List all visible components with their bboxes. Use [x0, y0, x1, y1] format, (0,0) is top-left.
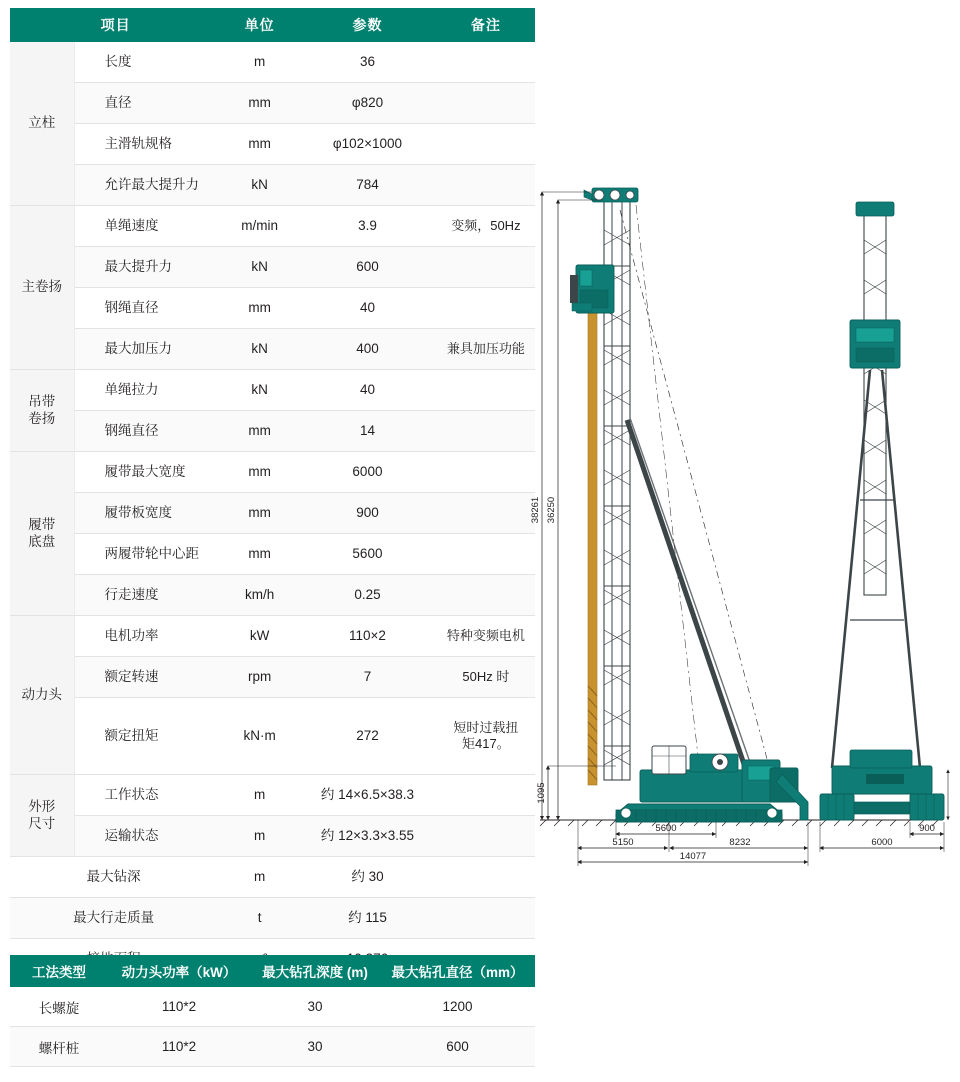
side-view: [570, 188, 808, 822]
row-item: 行走速度: [74, 575, 221, 616]
row-unit: mm: [221, 83, 298, 124]
row-item: 履带板宽度: [74, 493, 221, 534]
table-row: [10, 534, 535, 575]
row-unit: mm: [221, 534, 298, 575]
row-note: 变频，50Hz: [437, 206, 535, 247]
row-unit: m: [221, 42, 298, 83]
row-item: 长度: [74, 42, 221, 83]
row-note: 短时过载扭 矩417。: [437, 698, 535, 775]
row-note: 兼具加压功能: [437, 329, 535, 370]
row-value: 0.25: [298, 575, 437, 616]
method-cell: 30: [250, 1027, 380, 1067]
row-unit: kN: [221, 165, 298, 206]
table-row: [10, 698, 535, 775]
row-item: 两履带轮中心距: [74, 534, 221, 575]
table-row: [10, 411, 535, 452]
row-unit: kW: [221, 616, 298, 657]
front-mast-head: [856, 202, 894, 216]
machine-drawing: [520, 170, 955, 870]
group-label-main-winch: 主卷扬: [10, 206, 74, 370]
row-value: 3.9: [298, 206, 437, 247]
front-power-head: [850, 320, 900, 368]
row-unit: kN: [221, 247, 298, 288]
row-value: 784: [298, 165, 437, 206]
method-header-depth: 最大钻孔深度 (m): [250, 955, 380, 987]
front-crawler-tracks: [820, 794, 944, 820]
dim-total-length: 14077: [679, 851, 707, 862]
table-row: [10, 370, 535, 411]
table-row: [10, 83, 535, 124]
row-value: 40: [298, 370, 437, 411]
spec-header-item: 项目: [10, 8, 221, 42]
row-unit: mm: [221, 452, 298, 493]
spec-table-header-row: [10, 8, 535, 42]
row-value: 约 30: [298, 857, 437, 898]
row-value: 900: [298, 493, 437, 534]
row-value: 约 14×6.5×38.3: [298, 775, 437, 816]
row-item: 履带最大宽度: [74, 452, 221, 493]
table-row: [10, 1027, 535, 1067]
row-note: [437, 124, 535, 165]
table-row: [10, 657, 535, 698]
row-item: 最大加压力: [74, 329, 221, 370]
front-view: [820, 202, 944, 820]
row-unit: kN: [221, 329, 298, 370]
row-unit: m: [221, 816, 298, 857]
spec-header-note: 备注: [437, 8, 535, 42]
row-item: 额定转速: [74, 657, 221, 698]
method-header-power: 动力头功率（kW）: [108, 955, 250, 987]
row-unit: m/min: [221, 206, 298, 247]
group-label-mast: 立柱: [10, 42, 74, 206]
table-row: [10, 124, 535, 165]
row-item: 最大提升力: [74, 247, 221, 288]
row-unit: kN: [221, 370, 298, 411]
row-note: [437, 83, 535, 124]
group-label-aux-winch: 吊带 卷扬: [10, 370, 74, 452]
dim-height-inner: 36250: [546, 496, 557, 524]
row-item: 主滑轨规格: [74, 124, 221, 165]
table-row: [10, 575, 535, 616]
lifting-line: [636, 205, 700, 774]
row-value: 6000: [298, 452, 437, 493]
row-item: 最大钻深: [10, 857, 221, 898]
row-item: 单绳速度: [74, 206, 221, 247]
row-item: 工作状态: [74, 775, 221, 816]
method-cell: 螺杆桩: [10, 1027, 108, 1067]
table-row: [10, 857, 535, 898]
row-item: 允许最大提升力: [74, 165, 221, 206]
dim-rear-reach: 8232: [729, 837, 751, 848]
table-row: [10, 987, 535, 1027]
row-unit: mm: [221, 124, 298, 165]
row-note: 50Hz 时: [437, 657, 535, 698]
row-value: 约 12×3.3×3.55: [298, 816, 437, 857]
row-value: 14: [298, 411, 437, 452]
spec-table: [10, 8, 535, 1021]
spec-header-unit: 单位: [221, 8, 298, 42]
row-value: 400: [298, 329, 437, 370]
method-cell: 长螺旋: [10, 987, 108, 1027]
group-label-power-head: 动力头: [10, 616, 74, 775]
row-note: 特种变频电机: [437, 616, 535, 657]
row-value: φ820: [298, 83, 437, 124]
method-table-header-row: [10, 955, 535, 987]
dim-base-height: 1095: [536, 782, 547, 804]
method-header-diameter: 最大钻孔直径（mm）: [380, 955, 535, 987]
row-value: 5600: [298, 534, 437, 575]
table-row: [10, 42, 535, 83]
row-value: 600: [298, 247, 437, 288]
row-value: 40: [298, 288, 437, 329]
method-cell: 110*2: [108, 987, 250, 1027]
hoist-rope: [620, 210, 770, 770]
method-table: [10, 955, 535, 1067]
row-unit: kN·m: [221, 698, 298, 775]
table-row: [10, 616, 535, 657]
table-row: [10, 165, 535, 206]
row-unit: m: [221, 857, 298, 898]
row-value: 110×2: [298, 616, 437, 657]
row-note: [437, 898, 535, 939]
dim-height-outer: 38261: [530, 496, 541, 524]
crawler-track-side: [616, 804, 782, 822]
table-row: [10, 452, 535, 493]
row-unit: mm: [221, 493, 298, 534]
table-row: [10, 206, 535, 247]
group-label-undercarriage: 履带 底盘: [10, 452, 74, 616]
table-row: [10, 288, 535, 329]
row-value: 272: [298, 698, 437, 775]
row-item: 直径: [74, 83, 221, 124]
row-value: 7: [298, 657, 437, 698]
row-unit: rpm: [221, 657, 298, 698]
power-head: [570, 265, 614, 313]
table-row: [10, 247, 535, 288]
table-row: [10, 329, 535, 370]
row-unit: km/h: [221, 575, 298, 616]
auger-string: [588, 265, 597, 785]
table-row: [10, 775, 535, 816]
row-item: 最大行走质量: [10, 898, 221, 939]
dim-track-overall: 6000: [871, 837, 893, 848]
row-value: φ102×1000: [298, 124, 437, 165]
method-header-type: 工法类型: [10, 955, 108, 987]
front-machine-body: [832, 750, 932, 794]
method-cell: 1200: [380, 987, 535, 1027]
machine-body: [640, 746, 798, 802]
row-item: 单绳拉力: [74, 370, 221, 411]
dim-track-shoe: 900: [919, 823, 935, 834]
method-cell: 110*2: [108, 1027, 250, 1067]
row-item: 额定扭矩: [74, 698, 221, 775]
table-row: [10, 816, 535, 857]
row-item: 运输状态: [74, 816, 221, 857]
method-cell: 600: [380, 1027, 535, 1067]
dim-front-reach: 5150: [612, 837, 634, 848]
dim-track-center: 5600: [655, 823, 677, 834]
table-row: [10, 898, 535, 939]
row-item: 钢绳直径: [74, 411, 221, 452]
row-item: 电机功率: [74, 616, 221, 657]
row-unit: mm: [221, 411, 298, 452]
row-note: [437, 42, 535, 83]
mast-strut: [627, 418, 752, 770]
row-unit: mm: [221, 288, 298, 329]
method-cell: 30: [250, 987, 380, 1027]
table-row: [10, 493, 535, 534]
spec-header-value: 参数: [298, 8, 437, 42]
group-label-dimensions: 外形 尺寸: [10, 775, 74, 857]
row-value: 约 115: [298, 898, 437, 939]
row-unit: t: [221, 898, 298, 939]
row-unit: m: [221, 775, 298, 816]
row-item: 钢绳直径: [74, 288, 221, 329]
row-value: 36: [298, 42, 437, 83]
